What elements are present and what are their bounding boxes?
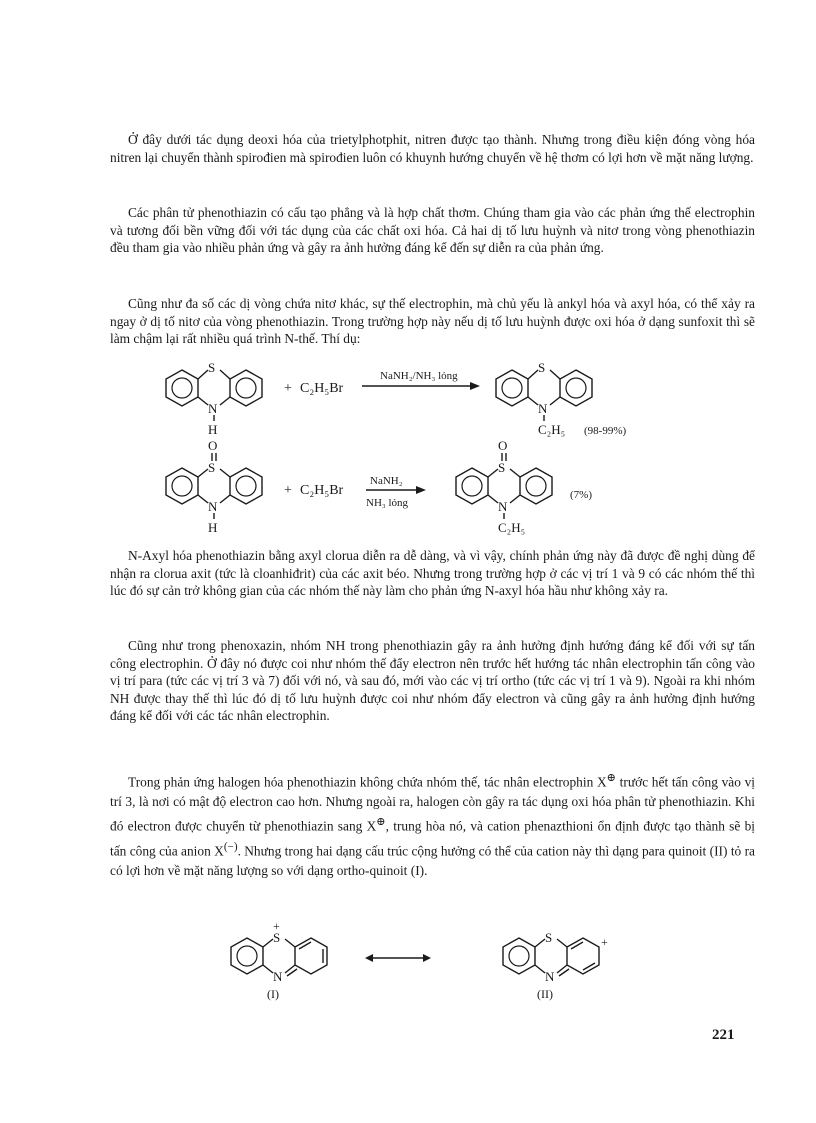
hydrogen-atom-label: H xyxy=(208,422,218,437)
plus-sign: + xyxy=(284,381,292,396)
n-ethyl-phenothiazine-product xyxy=(496,360,592,437)
reaction-scheme-2 xyxy=(150,438,710,538)
yield-label: (98-99%) xyxy=(584,425,627,437)
ethyl-substituent: C₂H₅ xyxy=(498,520,526,535)
oxygen-atom-label: O xyxy=(498,438,508,453)
carbocation-charge: + xyxy=(601,935,608,949)
structure-label-I: (I) xyxy=(267,987,279,1001)
resonance-double-arrow xyxy=(365,954,431,962)
sulfur-atom-label: S xyxy=(208,460,216,475)
sulfur-atom-label: S xyxy=(538,360,546,375)
plus-sign: + xyxy=(284,483,292,498)
nitrogen-atom-label: N xyxy=(545,969,555,984)
reaction-scheme-1 xyxy=(150,352,710,442)
electrophile-charge: ⊕ xyxy=(376,816,386,829)
sulfur-atom-label: S xyxy=(498,460,506,475)
paragraph-6-part-a: Trong phản ứng halogen hóa phenothiazin không chứa nhóm thế, tác nhân electrophin X xyxy=(128,774,607,790)
electrophile-charge: ⊕ xyxy=(606,772,616,784)
sulfonium-charge: + xyxy=(273,919,280,933)
paragraph-5: Cũng như trong phenoxazin, nhóm NH trong phenothiazin gây ra ảnh hưởng định hướng đáng kể đối với sự tấn công electrophin. Ở đây nó được coi như nhóm thế đẩy electron nên trước hết hướng tác nhân electrophin tấn công vào vị trí para (tức các vị trí 3 và 7) đối với nó, và sau đó, mới vào các vị trí ortho (tức các vị trí 1 và 9). Ngoài ra khi nhóm NH được thay thế thì lúc đó dị tố lưu huỳnh được coi như nhóm đẩy electron và cũng gây ra ảnh hưởng định hướng đáng kể đối với các tác nhân electrophin. xyxy=(110,638,755,723)
paragraph-6-part-b: trước hết tấn công vào vị trí 3, là nơi có mật độ electron cao hơn. Nhưng ngoài ra, halogen còn gây ra tác dụng oxi hóa phân tử phenothiazin. Khi đó electron được chuyển từ phenothiazin sang X xyxy=(110,774,755,834)
paragraph-6 xyxy=(110,768,755,881)
sulfur-atom-label: S xyxy=(273,930,281,945)
phenothiazine-reactant xyxy=(166,360,262,437)
nitrogen-atom-label: N xyxy=(538,401,548,416)
ortho-quinoid-structure xyxy=(231,919,327,1001)
reagent-ethyl-bromide: C₂H₅Br xyxy=(300,483,344,498)
n-ethyl-sulfoxide-product xyxy=(456,438,552,535)
yield-label: (7%) xyxy=(570,489,592,501)
ethyl-substituent: C₂H₅ xyxy=(538,422,566,437)
arrow-condition-top: NaNH₂ xyxy=(370,475,403,487)
paragraph-6-part-d: . Nhưng trong hai dạng cấu trúc cộng hưởng có thể của cation này thì dạng para quinoit (II) tỏ ra có lợi hơn về mặt năng lượng so với dạng ortho-quinoit (I). xyxy=(110,843,756,879)
resonance-scheme xyxy=(215,918,635,1003)
paragraph-2: Các phân tử phenothiazin có cấu tạo phẳng và là hợp chất thơm. Chúng tham gia vào các phản ứng thế electrophin và tương đối bền vững đối với tác dụng của các chất oxi hóa. Cả hai dị tố lưu huỳnh và nitơ trong vòng phenothiazin đều tham gia vào nhiều phản ứng và gây ra ảnh hưởng đáng kể đến sự diễn ra của phản ứng. xyxy=(110,205,755,255)
paragraph-1: Ở đây dưới tác dụng deoxi hóa của trietylphotphit, nitren được tạo thành. Nhưng trong điều kiện đóng vòng hóa nitren lại chuyển thành spirođien mà spirođien luôn có khuynh hướng chuyển về hệ thơm có lợi hơn về mặt năng lượng. xyxy=(110,132,755,165)
sulfur-atom-label: S xyxy=(545,930,553,945)
paragraph-6-part-c: , trung hòa nó, và cation phenazthioni ổn định được tạo thành sẽ bị tấn công của anion X xyxy=(110,818,755,859)
paragraph-3: Cũng như đa số các dị vòng chứa nitơ khác, sự thế electrophin, mà chủ yếu là ankyl hóa và axyl hóa, có thể xảy ra ngay ở dị tố nitơ của vòng phenothiazin. Trong trường hợp này nếu dị tố lưu huỳnh được oxi hóa ở dạng sunfoxit thì sẽ làm chậm lại rất nhiều quá trình N-thế. Thí dụ: xyxy=(110,296,755,346)
para-quinoid-structure xyxy=(503,930,608,1001)
anion-charge: (−) xyxy=(223,840,238,853)
oxygen-atom-label: O xyxy=(208,438,218,453)
page-number: 221 xyxy=(712,1027,735,1043)
nitrogen-atom-label: N xyxy=(208,401,218,416)
arrow-condition-bottom: NH₃ lỏng xyxy=(366,497,409,509)
sulfur-atom-label: S xyxy=(208,360,216,375)
nitrogen-atom-label: N xyxy=(273,969,283,984)
nitrogen-atom-label: N xyxy=(208,499,218,514)
hydrogen-atom-label: H xyxy=(208,520,218,535)
phenothiazine-sulfoxide-reactant xyxy=(166,438,262,535)
nitrogen-atom-label: N xyxy=(498,499,508,514)
paragraph-4: N-Axyl hóa phenothiazin bằng axyl clorua diễn ra dễ dàng, và vì vậy, chính phản ứng này đã được đề nghị dùng để nhận ra clorua axit (tức là cloanhiđrit) của các axit béo. Nhưng trong trường hợp ở các vị trí 1 và 9 có các nhóm thế thì lúc đó sự cản trở không gian của các nhóm thế này làm cho phản ứng N-axyl hóa hầu như không xảy ra. xyxy=(110,548,755,598)
arrow-condition: NaNH₂/NH₃ lỏng xyxy=(380,370,458,382)
structure-label-II: (II) xyxy=(537,987,553,1001)
reagent-ethyl-bromide: C₂H₅Br xyxy=(300,381,344,396)
